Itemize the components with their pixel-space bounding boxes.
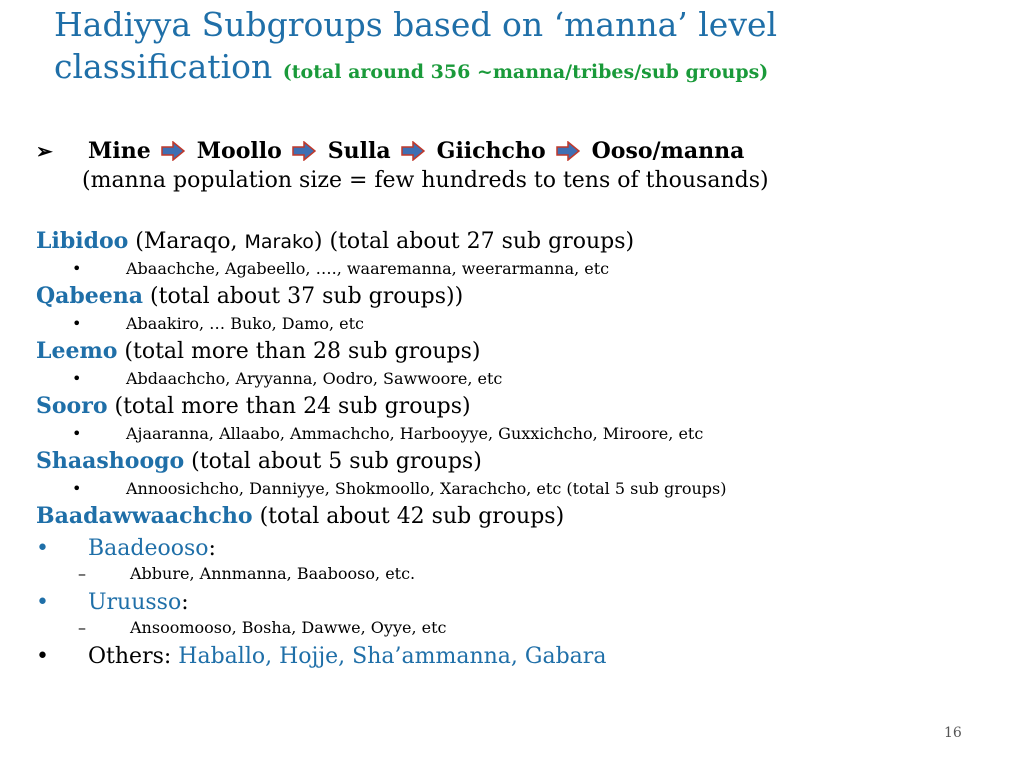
others-line	[36, 644, 606, 669]
group-name: Libidoo	[36, 228, 129, 254]
group-name: Sooro	[36, 393, 108, 419]
subgroup-name: Baadeooso	[88, 536, 209, 561]
members-text: Abbure, Annmanna, Baabooso, etc.	[130, 564, 416, 583]
others-label: Others:	[88, 644, 179, 669]
group-detail: (total about 37 sub groups))	[143, 284, 464, 309]
right-arrow-icon	[556, 141, 580, 161]
others-names: Haballo, Hojje, Sha’ammanna, Gabara	[178, 644, 607, 669]
group-name: Leemo	[36, 338, 118, 364]
members-text: Abaakiro, … Buko, Damo, etc	[126, 314, 364, 333]
group-heading-libidoo	[36, 228, 634, 254]
chain-item-sulla: Sulla	[327, 138, 391, 164]
group-members-qabeena	[72, 314, 364, 333]
subgroup-members-baadeooso	[78, 564, 415, 583]
group-name: Qabeena	[36, 283, 144, 309]
title-total-note: (total around 356 ~manna/tribes/sub groups)	[282, 61, 769, 83]
group-alt-name-sans: Marako	[244, 231, 314, 253]
title-classification: classification	[54, 47, 273, 86]
bullet-dot-icon: •	[36, 590, 49, 615]
bullet-dot-icon: •	[72, 369, 82, 388]
title-line-2	[54, 46, 1014, 93]
members-text: Ajaaranna, Allaabo, Ammachcho, Harbooyye, Guxxichcho, Miroore, etc	[126, 424, 704, 443]
group-heading-shaashoogo	[36, 448, 482, 474]
checkmark-bullet-icon: ➢	[36, 139, 53, 163]
group-heading-sooro	[36, 393, 471, 419]
group-members-leemo	[72, 369, 502, 388]
group-members-shaashoogo	[72, 479, 726, 498]
bullet-dot-icon: •	[72, 479, 82, 498]
right-arrow-icon	[292, 141, 316, 161]
bullet-dot-icon: •	[72, 259, 82, 278]
members-text: Abaachche, Agabeello, …., waaremanna, weerarmanna, etc	[126, 259, 610, 278]
chain-item-moollo: Moollo	[196, 138, 282, 164]
population-size-note: (manna population size = few hundreds to tens of thousands)	[82, 168, 769, 193]
bullet-dot-icon: •	[72, 424, 82, 443]
group-heading-leemo	[36, 338, 481, 364]
group-members-sooro	[72, 424, 703, 443]
group-name: Baadawwaachcho	[36, 503, 253, 529]
bullet-dot-icon: •	[72, 314, 82, 333]
group-alt-names: (Maraqo,	[128, 229, 245, 254]
slide-title	[54, 4, 1014, 93]
group-name: Shaashoogo	[36, 448, 185, 474]
chain-item-ooso-manna: Ooso/manna	[591, 138, 745, 164]
members-text: Abdaachcho, Aryyanna, Oodro, Sawwoore, etc	[126, 369, 503, 388]
bullet-dot-icon: •	[36, 644, 49, 669]
group-heading-qabeena	[36, 283, 463, 309]
page-number: 16	[944, 725, 962, 741]
subgroup-colon: :	[181, 590, 189, 615]
chain-item-giichcho: Giichcho	[436, 138, 546, 164]
right-arrow-icon	[401, 141, 425, 161]
members-text: Annoosichcho, Danniyye, Shokmoollo, Xarachcho, etc (total 5 sub groups)	[126, 479, 727, 498]
subgroup-baadeooso	[36, 536, 216, 561]
dash-bullet-icon: –	[78, 618, 86, 637]
bullet-dot-icon: •	[36, 536, 49, 561]
subgroup-name: Uruusso	[88, 590, 182, 615]
group-detail: (total about 42 sub groups)	[252, 504, 565, 529]
group-detail: (total more than 24 sub groups)	[107, 394, 471, 419]
right-arrow-icon	[161, 141, 185, 161]
subgroup-colon: :	[208, 536, 216, 561]
chain-item-mine: Mine	[88, 138, 151, 164]
members-text: Ansoomooso, Bosha, Dawwe, Oyye, etc	[130, 618, 447, 637]
group-heading-baadawwaachcho	[36, 503, 564, 529]
manna-level-chain	[36, 136, 750, 166]
group-members-libidoo	[72, 259, 609, 278]
subgroup-uruusso	[36, 590, 189, 615]
title-line-1: Hadiyya Subgroups based on ‘manna’ level	[54, 5, 778, 44]
dash-bullet-icon: –	[78, 564, 86, 583]
group-detail: (total more than 28 sub groups)	[117, 339, 481, 364]
group-detail: ) (total about 27 sub groups)	[313, 229, 635, 254]
group-detail: (total about 5 sub groups)	[184, 449, 482, 474]
subgroup-members-uruusso	[78, 618, 447, 637]
